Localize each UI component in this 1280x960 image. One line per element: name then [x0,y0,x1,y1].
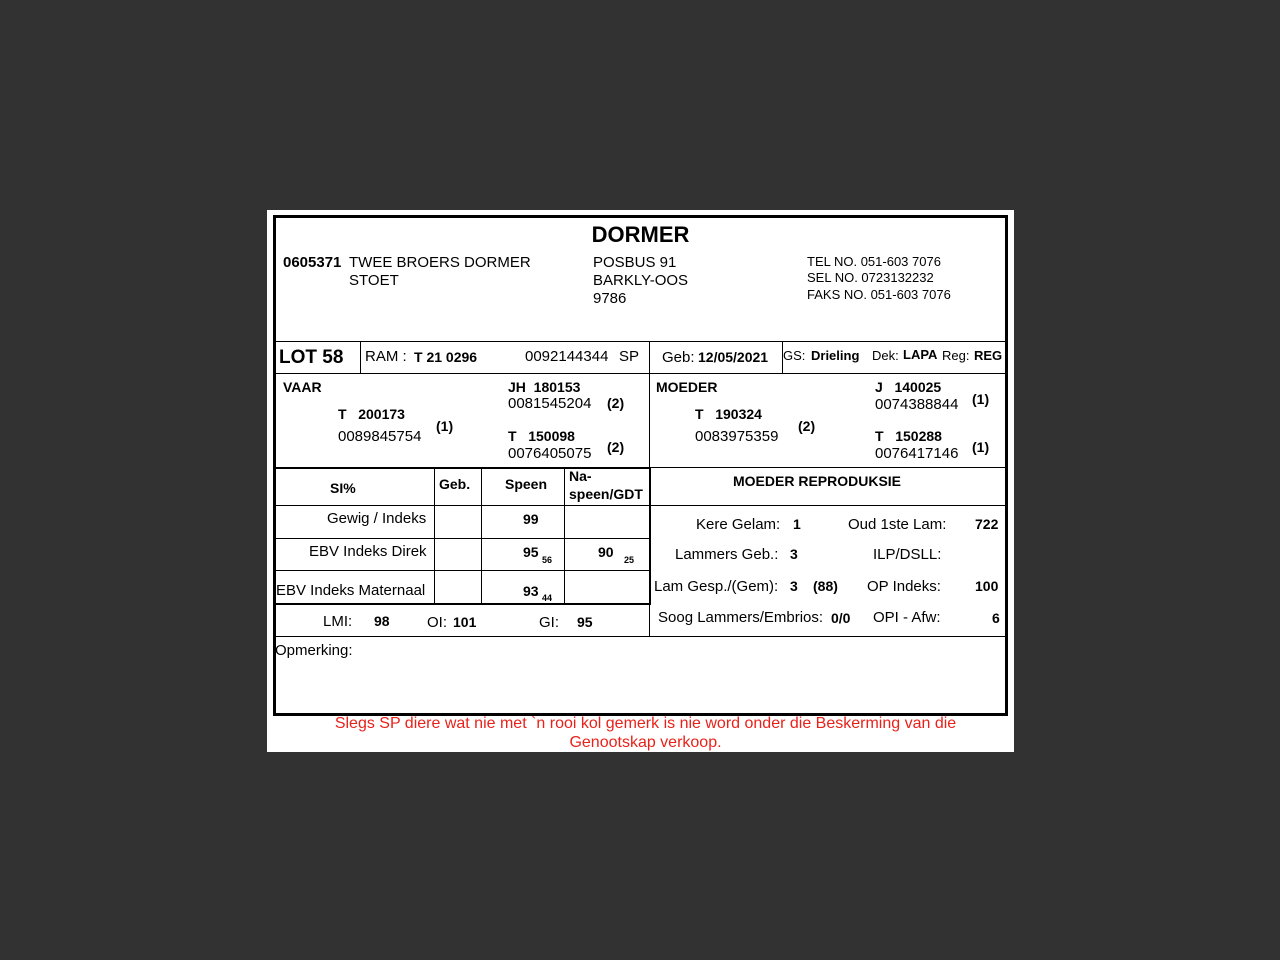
address-line2: BARKLY-OOS [593,272,689,289]
si-header: SI% [330,480,356,496]
ebv-direk-speen-accuracy: 56 [542,555,553,565]
sire-id: T 200173 [338,406,405,422]
divider [275,505,1006,506]
divider [564,469,565,604]
address-line3: 9786 [593,290,627,307]
gs-label: GS: [783,348,806,363]
kere-gelam-label: Kere Gelam: [696,516,781,533]
divider [275,603,651,605]
geb-label: Geb: [662,349,695,366]
sire-number: 0089845754 [338,428,422,445]
dam-sire-number: 0074388844 [875,396,959,413]
address-line1: POSBUS 91 [593,254,677,271]
opi-afw-label: OPI - Afw: [873,609,941,626]
dam-sire-id: J 140025 [875,379,942,395]
naspeen-header-line1: Na- [569,468,592,484]
lam-gesp-label: Lam Gesp./(Gem): [654,578,779,595]
oud-1ste-lam-label: Oud 1ste Lam: [848,516,947,533]
frame-right [1005,215,1008,715]
opi-afw-value: 6 [992,610,1000,626]
vaar-label: VAAR [283,379,322,395]
catalogue-card [267,210,1014,752]
dam-dam-score: (1) [972,439,990,455]
kere-gelam-value: 1 [793,516,801,532]
dek-value: LAPA [903,347,938,362]
ram-label: RAM : [365,348,407,365]
divider [434,469,435,604]
divider [275,570,650,571]
soog-lammers-value: 0/0 [831,610,851,626]
reproduction-title: MOEDER REPRODUKSIE [733,473,902,489]
op-indeks-label: OP Indeks: [867,578,941,595]
ebv-direk-naspeen-accuracy: 25 [624,555,635,565]
dam-dam-number: 0076417146 [875,445,959,462]
ram-reg-number: 0092144344 [525,348,609,365]
op-indeks-value: 100 [975,578,999,594]
sire-dam-id: T 150098 [508,428,575,444]
tel-number: TEL NO. 051-603 7076 [807,254,941,269]
geb-date: 12/05/2021 [698,349,769,365]
geb-header: Geb. [439,476,471,492]
speen-header: Speen [505,476,548,492]
sp-marker: SP [619,348,640,365]
dam-id: T 190324 [695,406,762,422]
protection-notice-line2: Genootskap verkoop. [569,734,722,751]
divider [275,341,1006,342]
frame-top [273,215,1008,218]
oi-label: OI: [427,614,448,631]
sire-dam-number: 0076405075 [508,445,592,462]
lammers-geb-label: Lammers Geb.: [675,546,779,563]
divider [275,636,1006,637]
ebv-maternaal-speen-value: 93 [523,583,539,599]
lam-gesp-gem-value: (88) [813,578,838,594]
ebv-direk-naspeen-value: 90 [598,544,614,560]
faks-number: FAKS NO. 051-603 7076 [807,287,951,302]
soog-lammers-label: Soog Lammers/Embrios: [658,609,824,626]
divider [650,467,1006,468]
divider [275,373,1006,374]
lammers-geb-value: 3 [790,546,798,562]
dam-score: (2) [798,418,816,434]
naspeen-header-line2: speen/GDT [569,486,643,502]
dam-dam-id: T 150288 [875,428,942,444]
lmi-label: LMI: [323,613,353,630]
divider [360,341,361,373]
divider [649,341,650,373]
reg-label: Reg: [942,348,970,363]
breeder-name-line1: TWEE BROERS DORMER [349,254,531,271]
ebv-direk-speen-value: 95 [523,544,539,560]
frame-left [273,215,276,715]
divider [649,373,650,468]
gewig-indeks-label: Gewig / Indeks [327,510,427,527]
divider [275,467,650,469]
lmi-value: 98 [374,613,390,629]
oi-value: 101 [453,614,477,630]
dam-sire-score: (1) [972,391,990,407]
divider [649,605,650,637]
moeder-label: MOEDER [656,379,718,395]
ilp-dsll-label: ILP/DSLL: [873,546,942,563]
reg-value: REG [974,348,1003,363]
ebv-maternaal-label: EBV Indeks Maternaal [276,582,426,599]
dek-label: Dek: [872,348,899,363]
sire-score: (1) [436,418,454,434]
sel-number: SEL NO. 0723132232 [807,270,934,285]
ebv-direk-label: EBV Indeks Direk [309,543,427,560]
dam-number: 0083975359 [695,428,779,445]
page-title: DORMER [591,222,690,247]
sire-sire-id: JH 180153 [508,379,581,395]
gi-label: GI: [539,614,560,631]
protection-notice-line1: Slegs SP diere wat nie met `n rooi kol gemerk is nie word onder die Beskerming van die [334,715,957,732]
gewig-speen-value: 99 [523,511,539,527]
opmerking-label: Opmerking: [275,642,353,659]
sire-sire-number: 0081545204 [508,395,592,412]
ebv-maternaal-speen-accuracy: 44 [542,593,553,603]
divider [275,538,650,539]
breeder-number: 0605371 [283,254,342,271]
lot-number: LOT 58 [279,347,344,368]
oud-1ste-lam-value: 722 [975,516,999,532]
ram-id: T 21 0296 [414,349,478,365]
gs-value: Drieling [811,348,860,363]
divider [649,467,651,605]
sire-dam-score: (2) [607,439,625,455]
breeder-name-line2: STOET [349,272,399,289]
lam-gesp-value: 3 [790,578,798,594]
gi-value: 95 [577,614,593,630]
sire-sire-score: (2) [607,395,625,411]
divider [481,469,482,604]
